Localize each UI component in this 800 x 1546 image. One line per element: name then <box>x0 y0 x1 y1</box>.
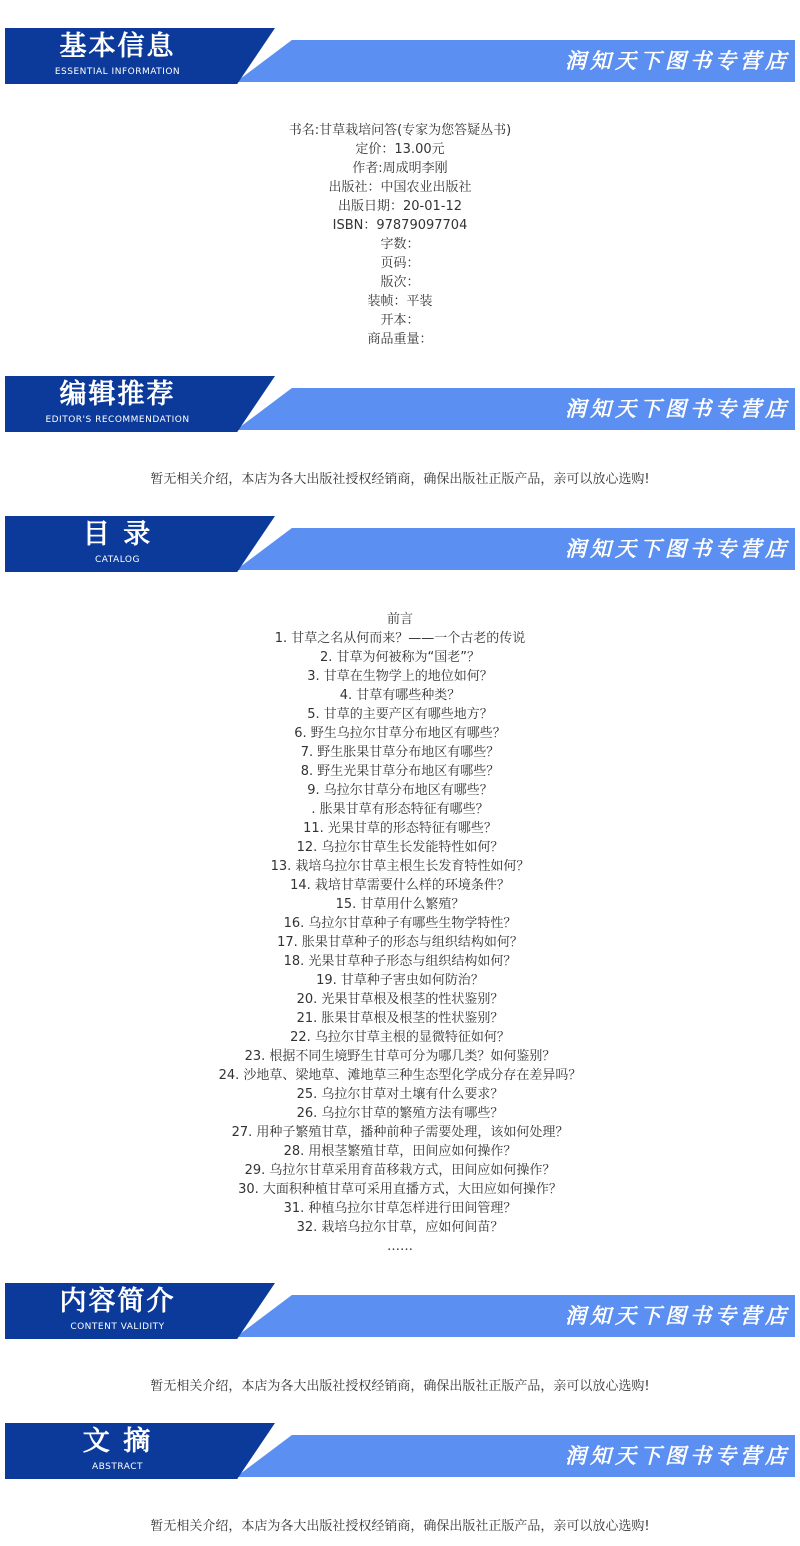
book-word-count: 字数： <box>380 237 420 252</box>
book-binding: 装帧：平装 <box>367 294 433 309</box>
book-weight: 商品重量： <box>367 332 433 347</box>
catalog-item: 15. 甘草用什么繁殖？ <box>335 897 465 912</box>
section-subtitle: CONTENT VALIDITY <box>70 1322 165 1332</box>
catalog-item: 22. 乌拉尔甘草主根的显微特征如何？ <box>290 1030 510 1045</box>
catalog-item: 24. 沙地草、梁地草、滩地草三种生态型化学成分存在差异吗？ <box>218 1068 582 1083</box>
store-name: 润知天下图书专营店 <box>565 396 790 421</box>
catalog-item: 前言 <box>386 612 413 627</box>
catalog-item: 31. 种植乌拉尔甘草怎样进行田间管理？ <box>283 1201 517 1216</box>
store-name: 润知天下图书专营店 <box>565 1303 790 1328</box>
section-banner-content <box>0 1283 800 1339</box>
catalog-item: 28. 用根茎繁殖甘草，田间应如何操作？ <box>283 1144 517 1159</box>
section-title: 基本信息 <box>59 31 176 62</box>
section-banner-catalog <box>0 516 800 572</box>
catalog-item: 26. 乌拉尔甘草的繁殖方法有哪些？ <box>296 1106 504 1121</box>
section-title: 文 摘 <box>82 1426 153 1457</box>
section-subtitle: ABSTRACT <box>91 1462 144 1472</box>
basic-info-list <box>0 121 800 349</box>
catalog-item: 7. 野生胀果甘草分布地区有哪些？ <box>300 745 500 760</box>
book-publish-date: 出版日期：20-01-12 <box>337 199 462 214</box>
book-format: 开本： <box>380 313 420 328</box>
catalog-item: 1. 甘草之名从何而来？——一个古老的传说 <box>274 631 526 646</box>
catalog-item: 13. 栽培乌拉尔甘草主根生长发育特性如何？ <box>270 859 530 874</box>
catalog-item: . 胀果甘草有形态特征有哪些？ <box>311 802 489 817</box>
section-subtitle: ESSENTIAL INFORMATION <box>54 67 181 77</box>
section-title: 编辑推荐 <box>59 379 176 410</box>
book-price: 定价：13.00元 <box>355 142 445 157</box>
store-name: 润知天下图书专营店 <box>565 536 790 561</box>
book-author: 作者:周成明李刚 <box>352 161 448 176</box>
section-subtitle: EDITOR'S RECOMMENDATION <box>45 415 190 425</box>
catalog-item: 27. 用种子繁殖甘草，播种前种子需要处理，该如何处理？ <box>231 1125 569 1140</box>
store-name: 润知天下图书专营店 <box>565 1443 790 1468</box>
catalog-item: 25. 乌拉尔甘草对土壤有什么要求？ <box>296 1087 504 1102</box>
catalog-item: 16. 乌拉尔甘草种子有哪些生物学特性？ <box>283 916 517 931</box>
catalog-item: 23. 根据不同生境野生甘草可分为哪几类？如何鉴别？ <box>244 1049 556 1064</box>
section-banner-editor <box>0 376 800 432</box>
book-pages: 页码： <box>380 256 420 271</box>
catalog-item: 30. 大面积种植甘草可采用直播方式，大田应如何操作？ <box>238 1182 562 1197</box>
section-title: 目 录 <box>82 519 153 550</box>
catalog-item: 17. 胀果甘草种子的形态与组织结构如何？ <box>277 935 523 950</box>
catalog-item: 32. 栽培乌拉尔甘草，应如何间苗？ <box>296 1220 504 1235</box>
catalog-item: 9. 乌拉尔甘草分布地区有哪些？ <box>307 783 493 798</box>
catalog-item: 14. 栽培甘草需要什么样的环境条件？ <box>290 878 510 893</box>
catalog-item: 18. 光果甘草种子形态与组织结构如何？ <box>283 954 517 969</box>
catalog-list <box>0 610 800 1256</box>
book-edition: 版次： <box>380 275 420 290</box>
section-banner-abstract <box>0 1423 800 1479</box>
content-notice: 暂无相关介绍，本店为各大出版社授权经销商，确保出版社正版产品，亲可以放心选购! <box>150 1379 650 1394</box>
catalog-item: 4. 甘草有哪些种类？ <box>339 688 461 703</box>
editor-notice: 暂无相关介绍，本店为各大出版社授权经销商，确保出版社正版产品，亲可以放心选购! <box>150 472 650 487</box>
book-title: 书名:甘草栽培问答(专家为您答疑丛书) <box>288 123 512 138</box>
catalog-item: 2. 甘草为何被称为“国老”？ <box>319 650 480 665</box>
catalog-item: …… <box>387 1239 413 1254</box>
section-banner-basic-info <box>0 28 800 84</box>
section-subtitle: CATALOG <box>95 555 140 565</box>
section-title: 内容简介 <box>59 1286 176 1317</box>
book-publisher: 出版社：中国农业出版社 <box>328 180 472 195</box>
book-isbn: ISBN：97879097704 <box>332 218 468 233</box>
catalog-item: 11. 光果甘草的形态特征有哪些？ <box>303 821 497 836</box>
store-name: 润知天下图书专营店 <box>565 48 790 73</box>
catalog-item: 21. 胀果甘草根及根茎的性状鉴别？ <box>296 1011 504 1026</box>
catalog-item: 8. 野生光果甘草分布地区有哪些？ <box>300 764 500 779</box>
catalog-item: 3. 甘草在生物学上的地位如何？ <box>307 669 493 684</box>
abstract-notice: 暂无相关介绍，本店为各大出版社授权经销商，确保出版社正版产品，亲可以放心选购! <box>150 1519 650 1534</box>
catalog-item: 5. 甘草的主要产区有哪些地方？ <box>307 707 493 722</box>
catalog-item: 20. 光果甘草根及根茎的性状鉴别？ <box>296 992 504 1007</box>
catalog-item: 29. 乌拉尔甘草采用育苗移栽方式，田间应如何操作？ <box>244 1163 556 1178</box>
catalog-item: 12. 乌拉尔甘草生长发能特性如何？ <box>296 840 504 855</box>
catalog-item: 6. 野生乌拉尔甘草分布地区有哪些？ <box>294 726 506 741</box>
catalog-item: 19. 甘草种子害虫如何防治？ <box>316 973 484 988</box>
